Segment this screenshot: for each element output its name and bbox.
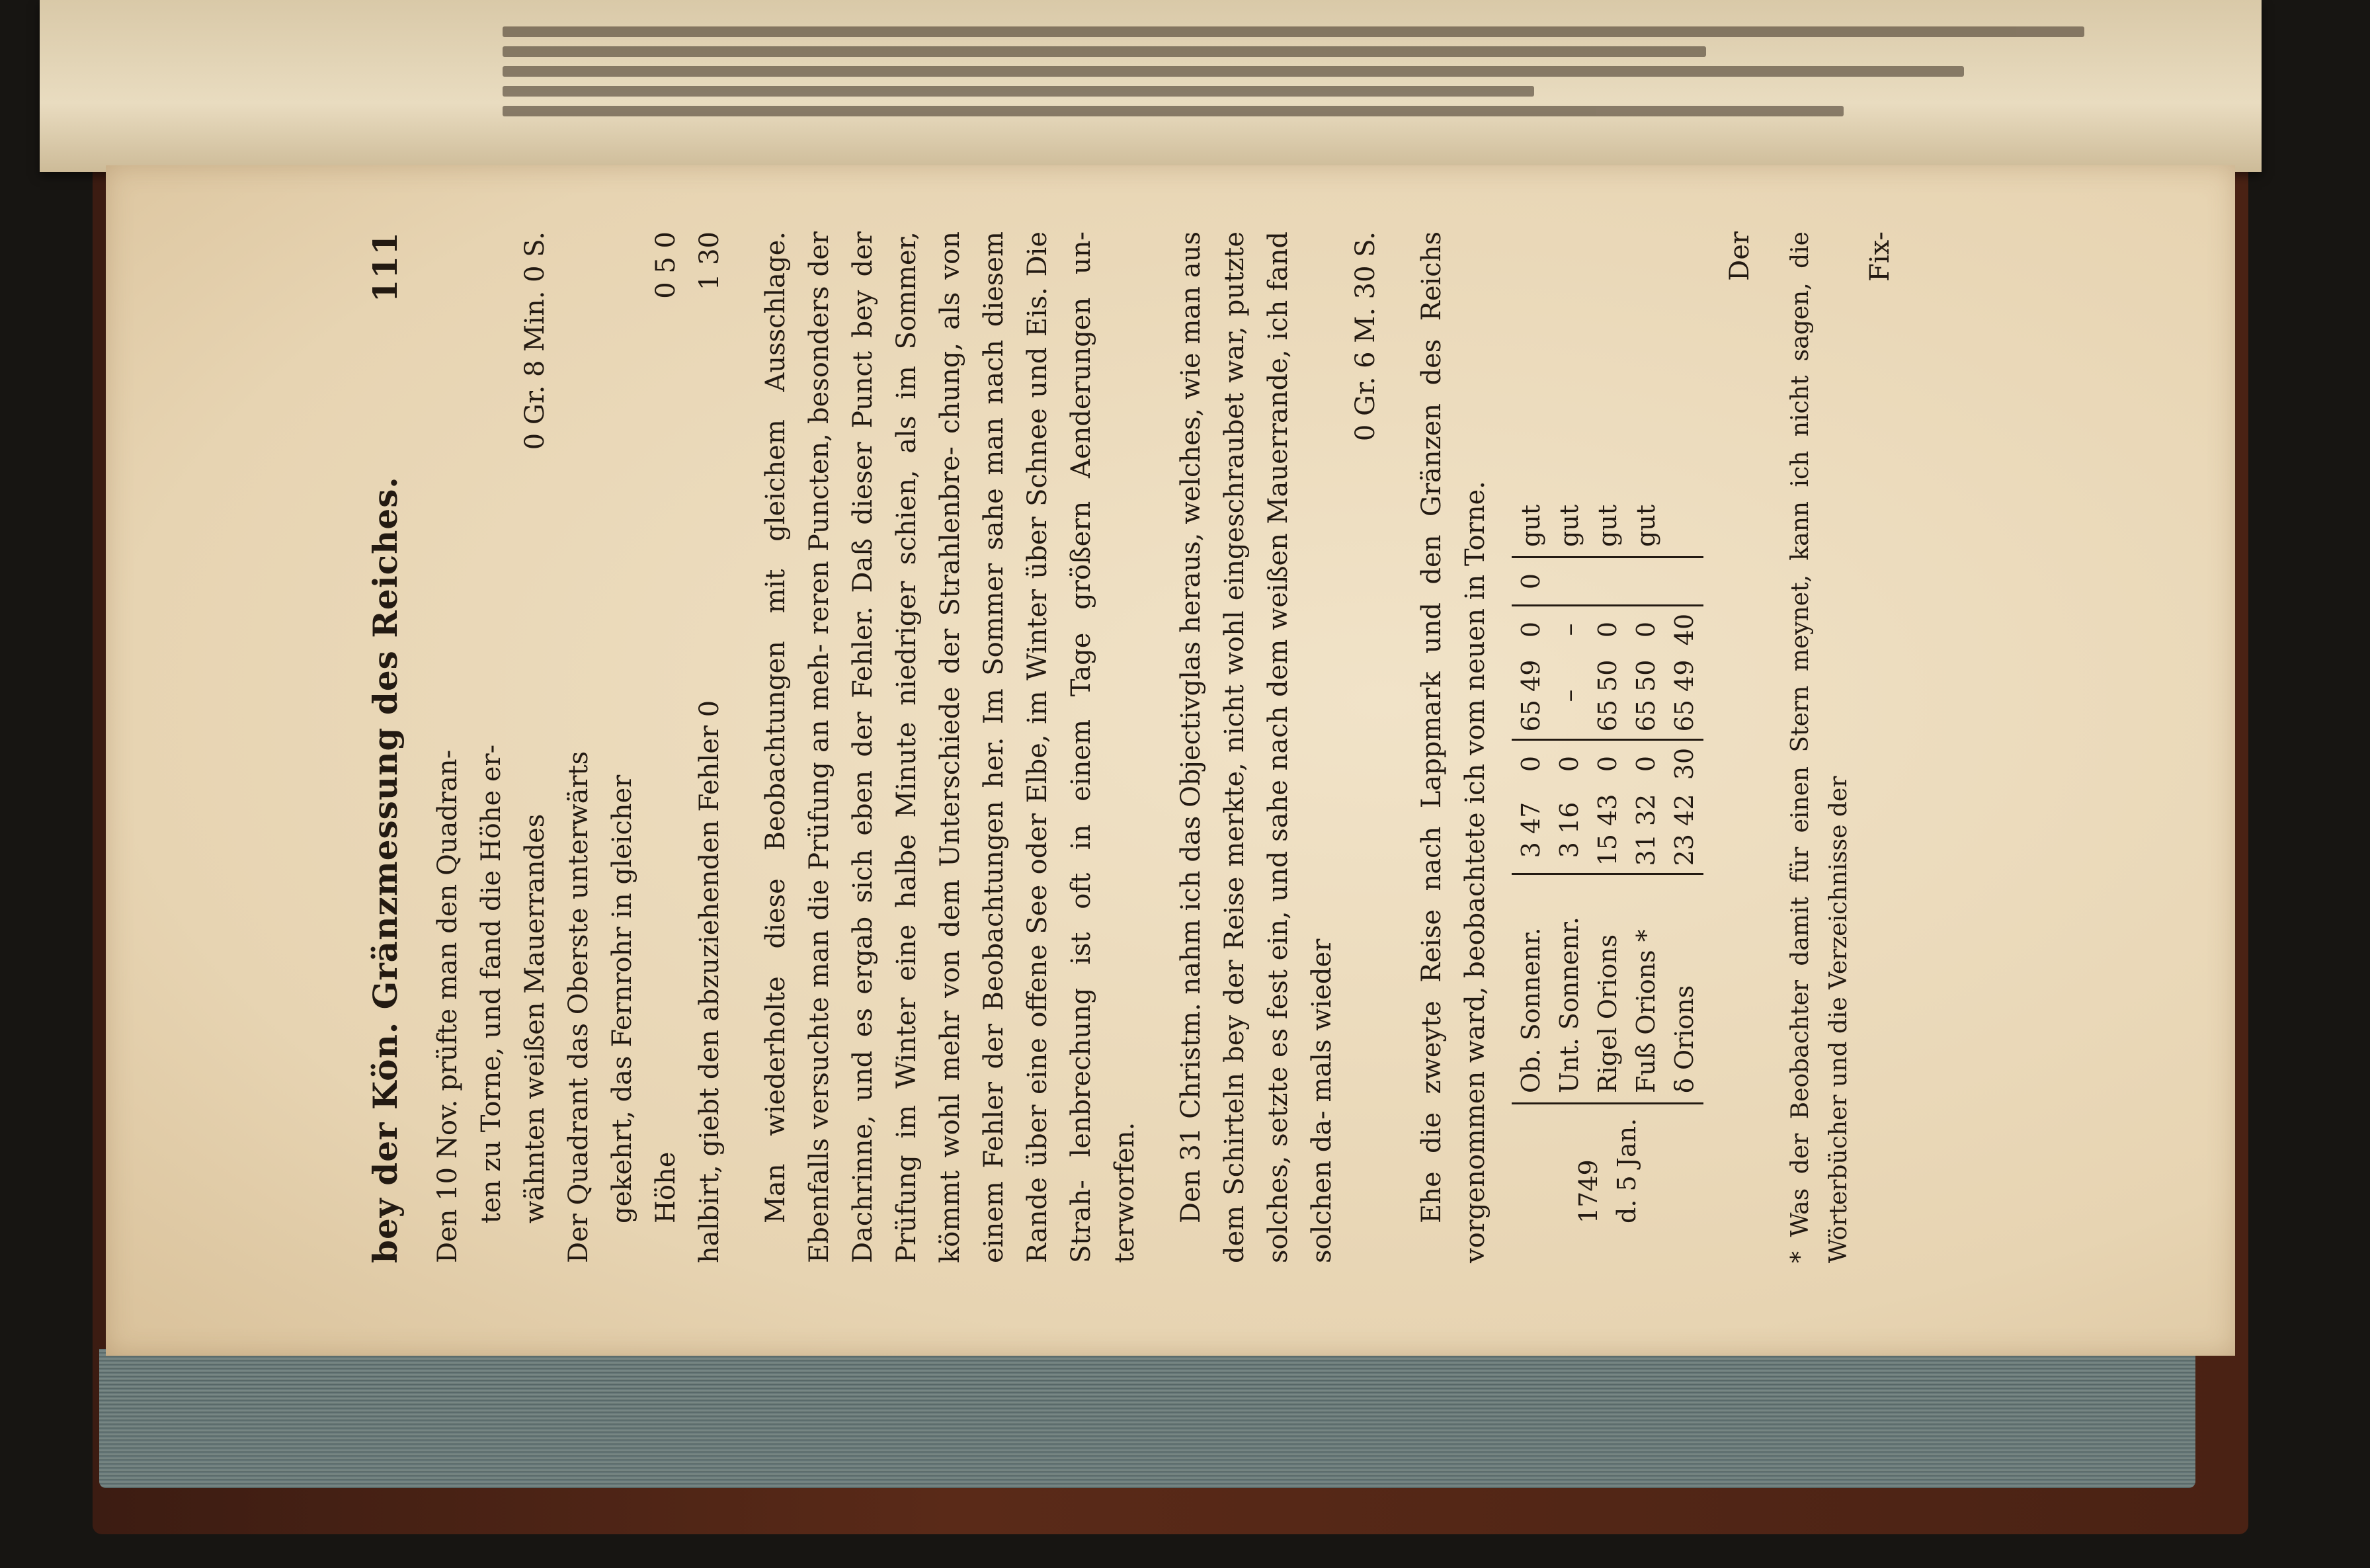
table-cell: 15 43	[1593, 794, 1622, 866]
column-star	[1512, 875, 1703, 1104]
text-left: Höhe	[651, 1151, 681, 1223]
text-line: Der Quadrant das Oberste unterwärts	[563, 751, 594, 1263]
table-cell: 65 50	[1593, 659, 1622, 732]
table-cell: gut	[1555, 504, 1584, 547]
observation-date	[1512, 1104, 1703, 1223]
table-cell: –	[1555, 623, 1584, 636]
table-cell: 0	[1555, 755, 1584, 772]
table-cell: 0	[1593, 621, 1622, 638]
table-cell: 65 49	[1670, 659, 1699, 732]
table-cell: –	[1555, 689, 1584, 702]
date-day: d. 5 Jan.	[1612, 1118, 1641, 1223]
catchword: Der	[1725, 231, 1755, 281]
text-line: Den 10 Nov. prüfte man den Quadran-	[432, 749, 463, 1263]
table-cell: 23 42	[1670, 794, 1699, 866]
paragraph-refraction: Man wiederholte diese Beobachtungen mit gleichem Ausschlage. Ebenfalls versuchte man die Prüfung an meh- reren Puncten, besonders der Dachrinne, und es ergab sich eben der Fehler. Daß dieser Punct bey der Prüfung im Winter eine halbe Minute niedriger schien, als im Sommer, kömmt wohl mehr von dem Unterschiede der Strahlenbre- chung, als von einem Fehler der Beobachtungen her. Im Sommer sahe man nach diesem Rande über eine offene See oder Elbe, im Winter über Schnee und Eis. Die Strah- lenbrechung ist oft in einem Tage größern Aenderungen un- terworfen.	[760, 231, 1140, 1263]
footnote-catchword: Fix-	[1865, 231, 1895, 282]
paragraph-value: 0 Gr. 6 M. 30 S.	[1350, 231, 1381, 442]
text-line	[644, 231, 688, 1263]
previous-page-text	[503, 26, 2222, 159]
text-value: 0 Gr. 8 Min. 0 S.	[520, 231, 550, 450]
table-cell: 0	[1631, 621, 1660, 638]
text-line: ten zu Torne, und fand die Höhe er-	[476, 744, 507, 1223]
table-cell: Fuß Orions *	[1631, 929, 1660, 1093]
table-cell: Ob. Sonnenr.	[1516, 927, 1545, 1093]
column-c	[1512, 653, 1703, 741]
date-year: 1749	[1574, 1159, 1603, 1223]
table-cell: 0	[1516, 755, 1545, 772]
table-cell: gut	[1516, 504, 1545, 547]
table-cell: 3 16	[1555, 802, 1584, 858]
table-cell: δ Orions	[1670, 985, 1699, 1093]
text-value: 0 5 0	[651, 231, 681, 299]
table-cell: gut	[1593, 504, 1622, 547]
page-title: bey der Kön. Gränzmessung des Reiches.	[366, 476, 405, 1263]
column-b	[1512, 741, 1703, 787]
previous-page-fold	[40, 0, 2262, 172]
table-cell: 31 32	[1631, 794, 1660, 866]
quadrant-test-block	[426, 231, 731, 1263]
table-cell: 65 50	[1631, 659, 1660, 732]
footnote: * Was der Beobachter damit für einen Stern meynet, kann ich nicht sagen, die Wörterbücher und die Verzeichnisse der	[1787, 231, 1852, 1263]
page-edges	[99, 1349, 2195, 1488]
column-d	[1512, 606, 1703, 653]
text-line: gekehrt, das Fernrohr in gleicher	[607, 774, 637, 1223]
table-cell: 0	[1631, 755, 1660, 772]
page-text	[364, 231, 1902, 1263]
table-cell: Rigel Orions	[1593, 934, 1622, 1093]
table-cell: 3 47	[1516, 802, 1545, 858]
table-cell: 40	[1670, 613, 1699, 646]
table-cell: 0	[1516, 573, 1545, 590]
table-cell: 0	[1593, 755, 1622, 772]
table-cell: Unt. Sonnenr.	[1555, 917, 1584, 1093]
text-left: wähnten weißen Mauerrandes	[520, 813, 550, 1223]
column-a	[1512, 787, 1703, 875]
paragraph-objective-glass: Den 31 Christm. nahm ich das Objectivglas heraus, welches, wie man aus dem Schirteln bey der Reise merkte, nicht wohl eingeschraubet war, putzte solches, setzte es fest ein, und sahe nach dem weißen Mauerrande, ich fand solchen da- mals wieder	[1176, 231, 1337, 1263]
running-header	[364, 231, 407, 1263]
page-number: 111	[366, 231, 405, 303]
table-cell: 0	[1516, 621, 1545, 638]
table-cell: 65 49	[1516, 659, 1545, 732]
text-line	[513, 231, 557, 1263]
table-cell: gut	[1631, 504, 1660, 547]
table-cell: 30	[1670, 747, 1699, 780]
rotated-page-content	[106, 165, 2235, 1356]
paragraph-second-journey: Ehe die zweyte Reise nach Lappmark und den Gränzen des Reichs vorgenommen ward, beobachtete ich vom neuen in Torne.	[1416, 231, 1491, 1263]
text-left: halbirt, giebt den abzuziehenden Fehler 0	[694, 700, 725, 1263]
text-value: 1 30	[694, 231, 725, 291]
column-status	[1512, 461, 1703, 558]
text-line	[688, 231, 731, 1263]
observation-table	[1512, 231, 1703, 1223]
column-e	[1512, 558, 1703, 606]
